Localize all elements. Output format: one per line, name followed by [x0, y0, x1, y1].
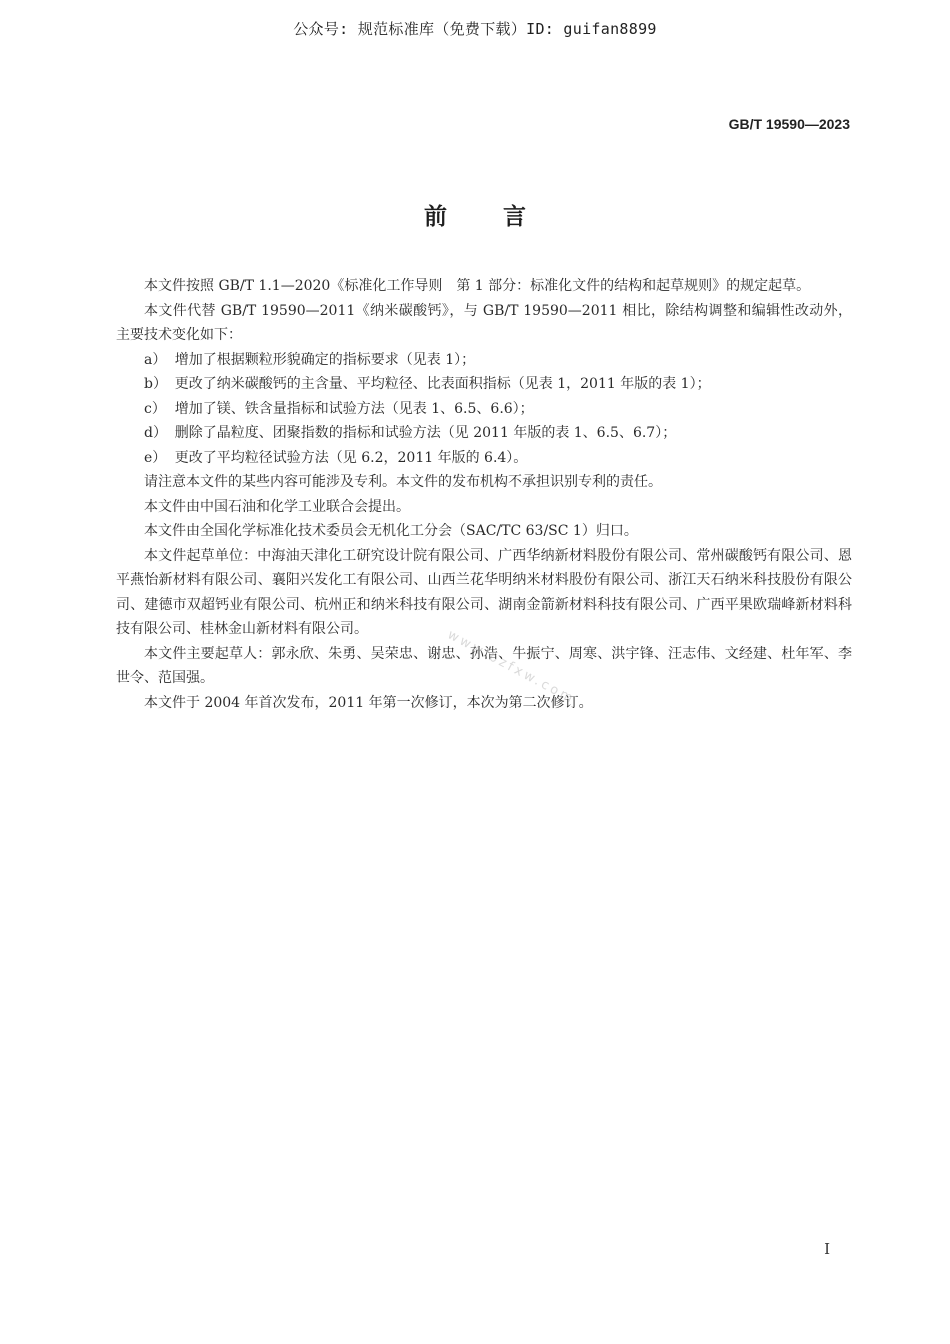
header-banner: 公众号: 规范标准库（免费下载）ID: guifan8899	[293, 20, 657, 38]
list-marker: c）	[144, 400, 166, 417]
list-item-text: 增加了镁、铁含量指标和试验方法（见表 1、6.5、6.6）；	[174, 400, 534, 417]
page-title: 前言	[424, 204, 582, 230]
watermark: www.bzfxw.com	[444, 627, 578, 708]
standard-code: GB/T 19590—2023	[728, 116, 850, 132]
paragraph-history: 本文件于 2004 年首次发布，2011 年第一次修订，本次为第二次修订。	[144, 694, 593, 711]
list-item-text: 增加了根据颗粒形貌确定的指标要求（见表 1）；	[174, 351, 476, 368]
paragraph-replacement: 本文件代替 GB/T 19590—2011《纳米碳酸钙》，与 GB/T 19590—2011 相比，除结构调整和编辑性改动外，主要技术变化如下：	[116, 302, 852, 343]
list-item	[116, 348, 852, 373]
list-item-text: 更改了平均粒径试验方法（见 6.2，2011 年版的 6.4）。	[174, 449, 528, 466]
list-item	[116, 446, 852, 471]
paragraph-drafting-units: 本文件起草单位：中海油天津化工研究设计院有限公司、广西华纳新材料股份有限公司、常州碳酸钙有限公司、恩平燕怡新材料有限公司、襄阳兴发化工有限公司、山西兰花华明纳米材料股份有限公司、浙江天石纳米科技股份有限公司、建德市双超钙业有限公司、杭州正和纳米科技有限公司、湖南金箭新材料科技有限公司、广西平果欧瑞峰新材料科技有限公司、桂林金山新材料有限公司。	[116, 547, 852, 637]
list-marker: d）	[144, 425, 167, 441]
list-item	[116, 421, 852, 446]
list-item-text: 更改了纳米碳酸钙的主含量、平均粒径、比表面积指标（见表 1，2011 年版的表 1）；	[174, 376, 711, 392]
list-item-text: 删除了晶粒度、团聚指数的指标和试验方法（见 2011 年版的表 1、6.5、6.7）；	[174, 425, 677, 441]
paragraph-proposed-by: 本文件由中国石油和化学工业联合会提出。	[144, 498, 410, 515]
page-number: I	[824, 1240, 830, 1258]
paragraph-administered-by: 本文件由全国化学标准化技术委员会无机化工分会（SAC/TC 63/SC 1）归口。	[144, 523, 638, 539]
paragraph-drafters: 本文件主要起草人：郭永欣、朱勇、吴荣忠、谢忠、孙浩、牛振宁、周寒、洪宇锋、汪志伟、文经建、杜年军、李世令、范国强。	[116, 645, 852, 686]
list-marker: e）	[144, 449, 167, 466]
list-item	[116, 372, 852, 397]
list-item	[116, 397, 852, 422]
list-marker: a）	[144, 351, 167, 368]
paragraph-drafting-rules: 本文件按照 GB/T 1.1—2020《标准化工作导则 第 1 部分：标准化文件的结构和起草规则》的规定起草。	[144, 278, 811, 294]
list-marker: b）	[144, 376, 167, 392]
paragraph-patent-notice: 请注意本文件的某些内容可能涉及专利。本文件的发布机构不承担识别专利的责任。	[144, 474, 662, 490]
